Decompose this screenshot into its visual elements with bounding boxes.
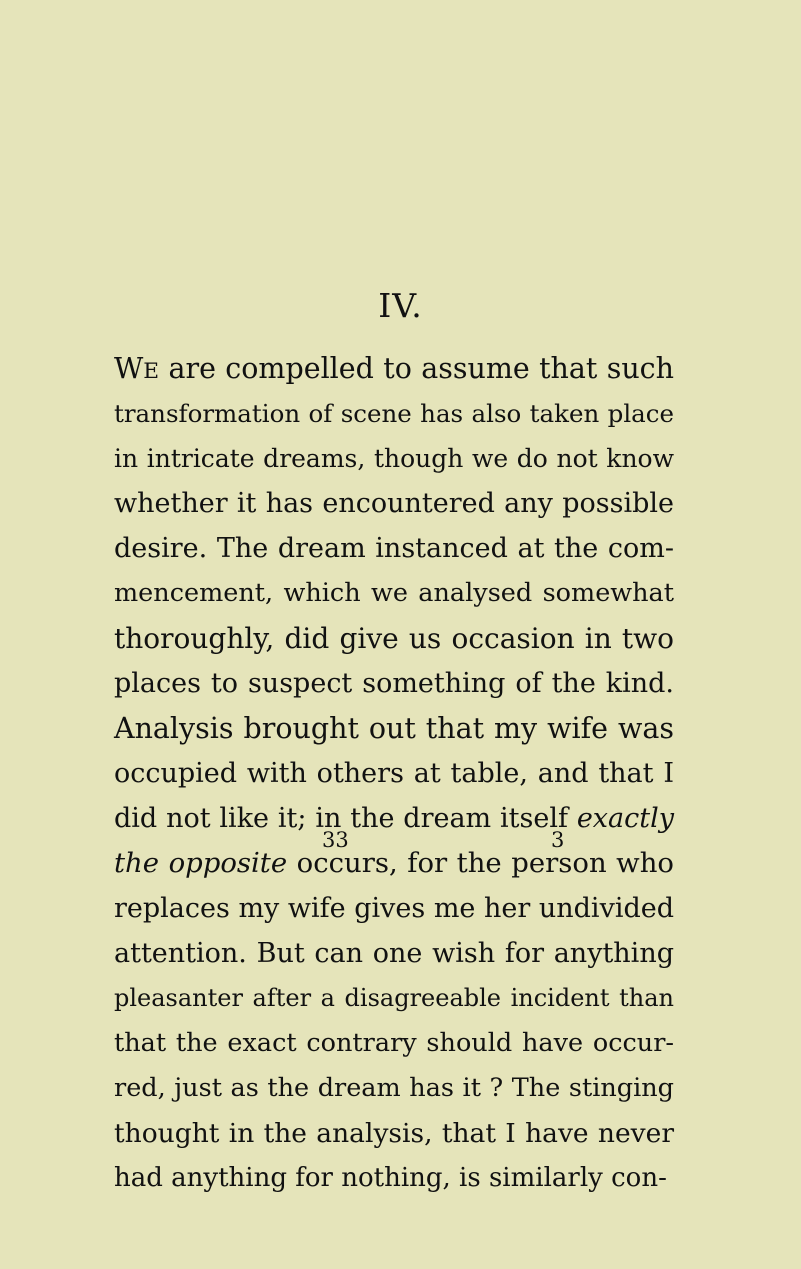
text-line: thought in the analysis, that I have never [114,1118,674,1149]
body-paragraph [114,346,674,1201]
text-line: mencement, which we analysed somewhat [114,578,674,608]
text-line: pleasanter after a disagreeable incident than [114,984,674,1012]
text-line: had anything for nothing, is similarly con- [114,1163,667,1193]
text-line: occupied with others at table, and that I [114,758,674,789]
italic-emphasis: the opposite [114,847,288,879]
text-line: replaces my wife gives me her undivided [114,893,674,924]
text-line: did not like it; in the dream itself exactly [114,803,674,834]
text-line: red, just as the dream has it ? The stinging [114,1073,674,1103]
text-line: Analysis brought out that my wife was [114,712,674,745]
text-line: attention. But can one wish for anything [114,938,674,969]
drop-initial: W [114,352,144,385]
text-line: desire. The dream instanced at the com- [114,533,674,564]
small-caps: E [143,359,160,384]
italic-emphasis: exactly [576,803,674,834]
chapter-heading: IV. [378,286,423,325]
text-line: whether it has encountered any possible [114,488,674,519]
text-line: WE are compelled to assume that such [114,352,674,385]
text-line: transformation of scene has also taken place [114,399,674,428]
text-line: thoroughly, did give us occasion in two [114,622,674,655]
text-line: in intricate dreams, though we do not know [114,444,674,473]
page-footer [0,820,801,860]
text-line: that the exact contrary should have occur- [114,1028,674,1058]
page-number: 3 [551,828,565,852]
text-line: the opposite occurs, for the person who [114,847,674,879]
text-line: places to suspect something of the kind. [114,668,674,699]
signature-mark: 33 [322,828,349,852]
